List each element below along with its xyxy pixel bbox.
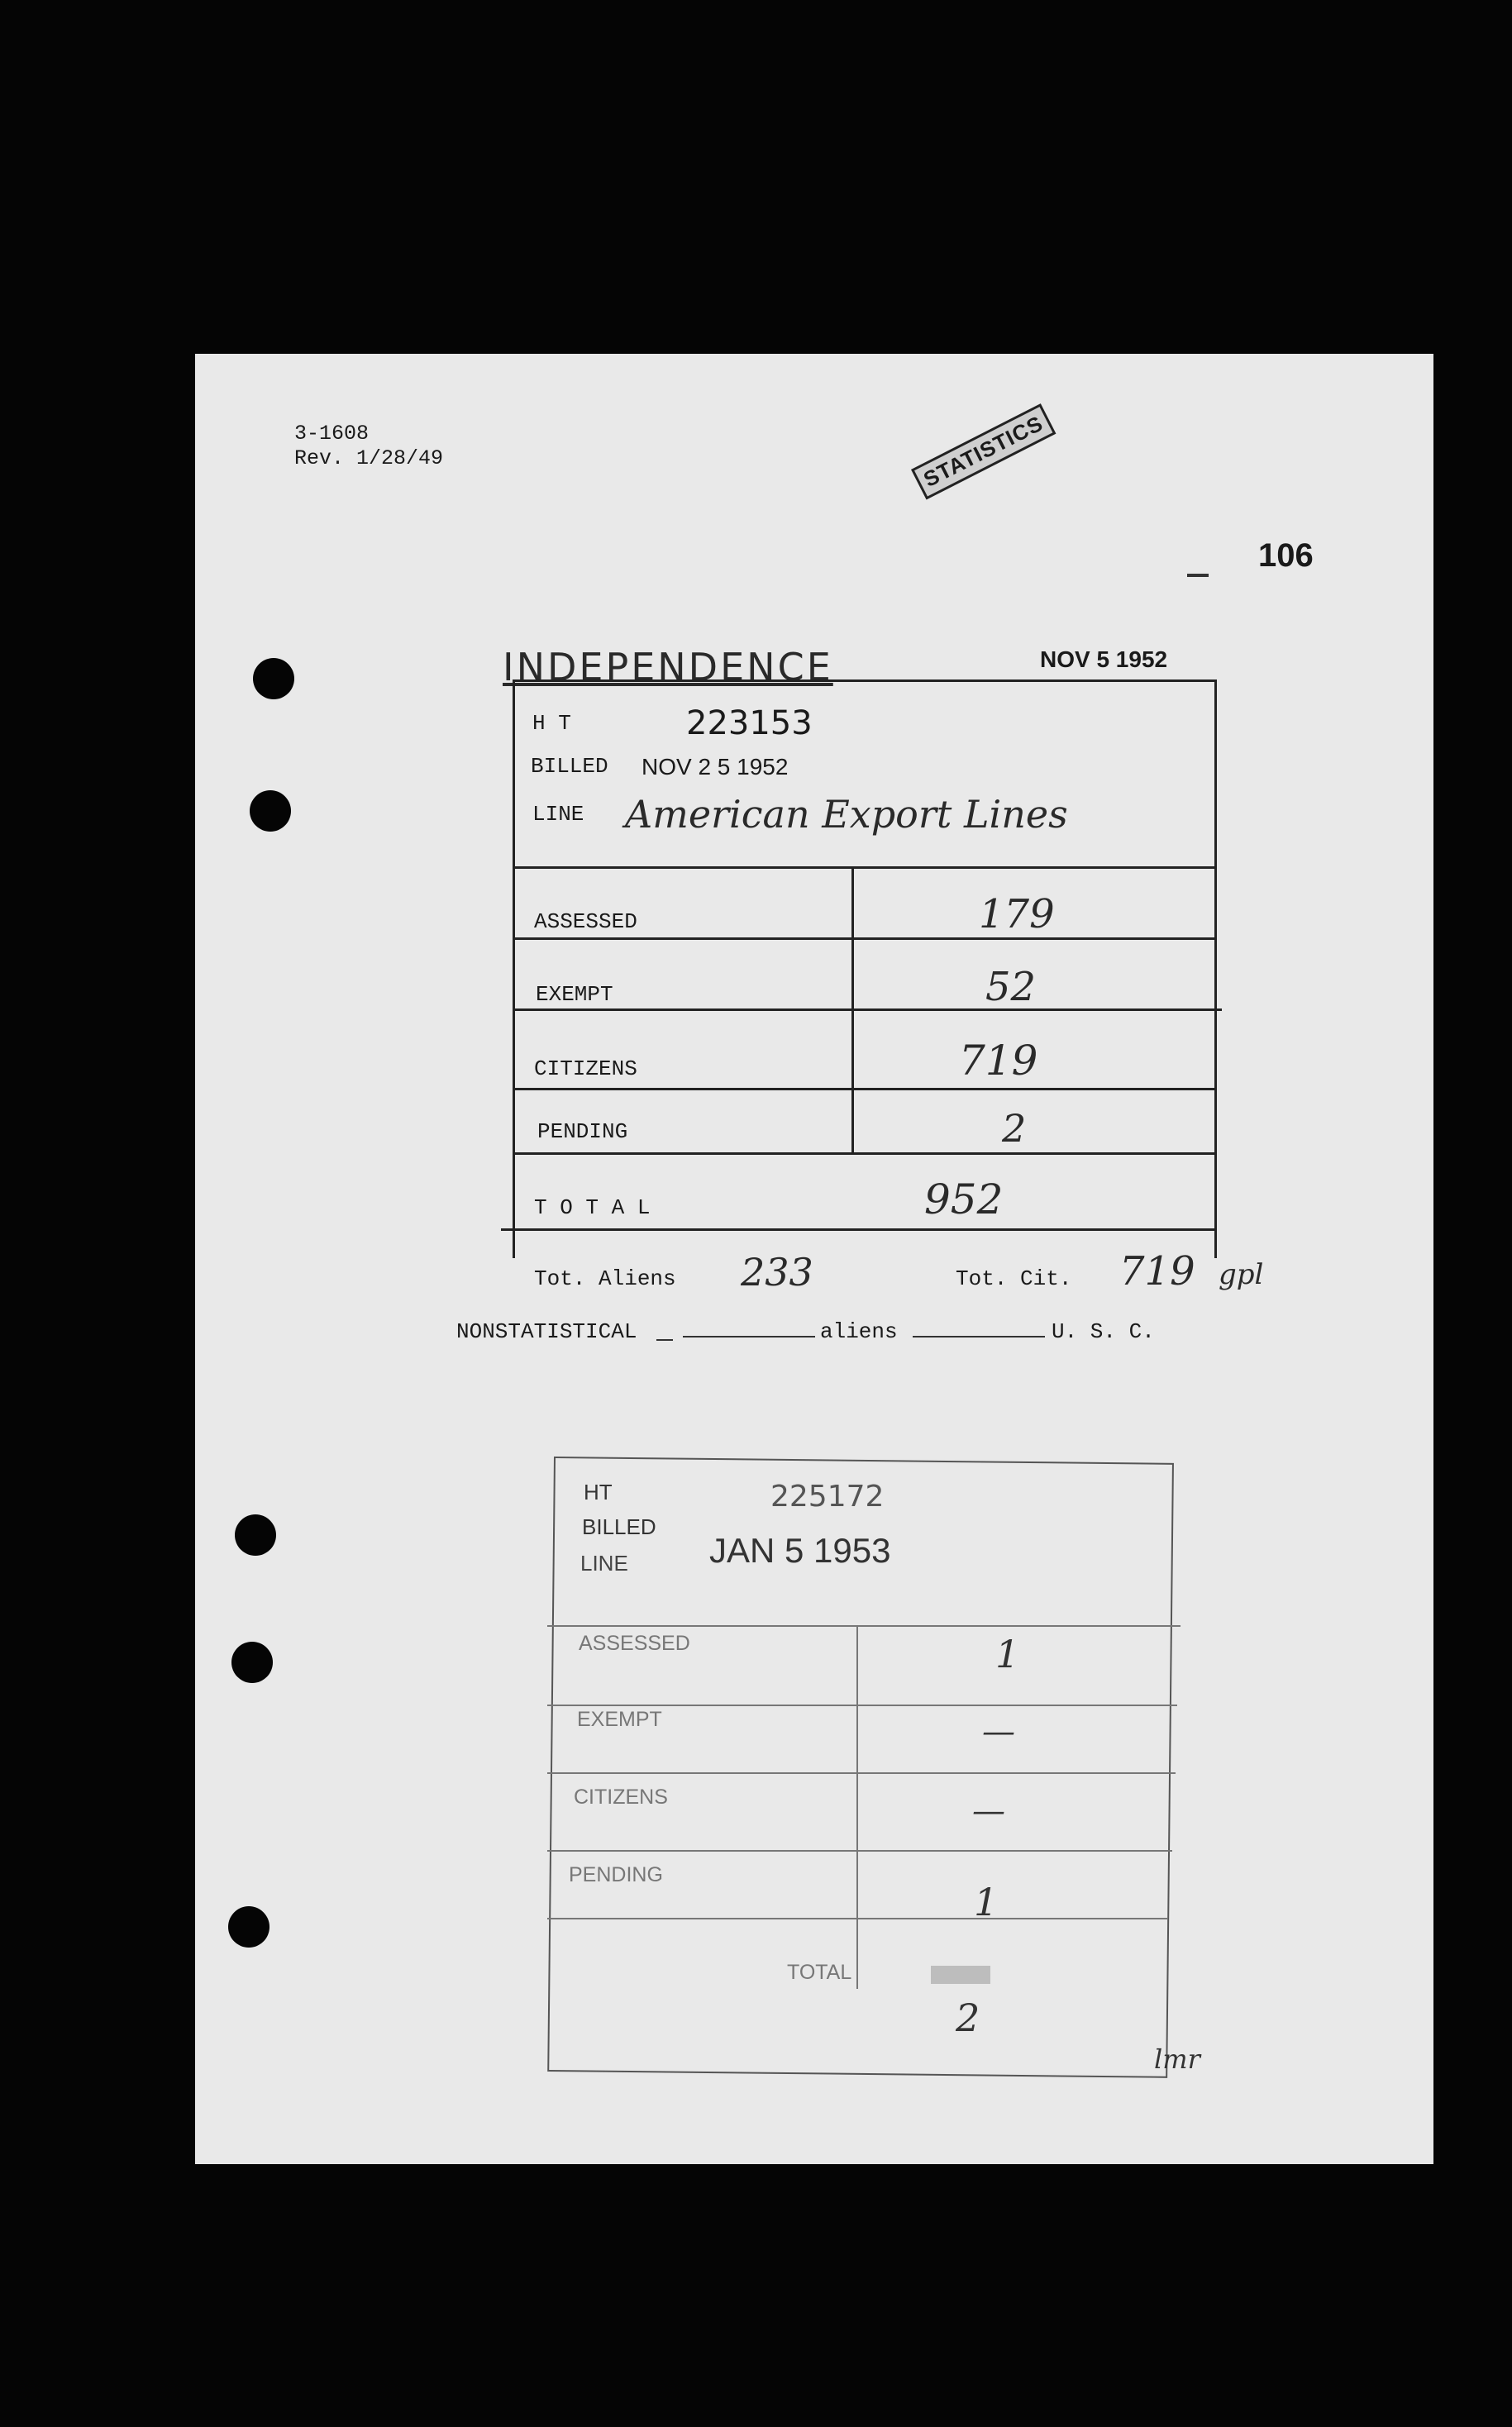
billed-label: BILLED (531, 754, 608, 779)
arrival-date: NOV 5 1952 (1040, 646, 1168, 672)
record1-box (513, 679, 1217, 1258)
citizens2-value: — (972, 1792, 1005, 1830)
billed2-date: JAN 5 1953 (709, 1531, 891, 1570)
nonstat-label: NONSTATISTICAL (456, 1319, 637, 1344)
punch-hole (228, 1906, 269, 1948)
tot-cit-value: 719 (1119, 1248, 1195, 1295)
divider (501, 1228, 1217, 1231)
assessed2-value: 1 (995, 1632, 1020, 1676)
total-value: 952 (924, 1175, 1004, 1223)
punch-hole (253, 658, 294, 699)
citizens-label: CITIZENS (534, 1056, 637, 1081)
usc-label: U. S. C. (1052, 1319, 1155, 1344)
assessed-label: ASSESSED (534, 909, 637, 934)
statistics-stamp: STATISTICS (911, 403, 1056, 499)
divider (547, 1850, 1172, 1852)
divider (513, 1152, 1217, 1155)
blank-line (913, 1336, 1045, 1337)
total2-label: TOTAL (787, 1961, 852, 1984)
punch-hole (250, 790, 291, 832)
divider (513, 1008, 1222, 1011)
exempt2-label: EXEMPT (577, 1708, 662, 1731)
pending2-label: PENDING (569, 1863, 663, 1886)
tot-aliens-value: 233 (741, 1250, 813, 1295)
divider (547, 1705, 1177, 1706)
blank-line (656, 1339, 673, 1341)
tot-cit-label: Tot. Cit. (956, 1266, 1072, 1291)
exempt-value: 52 (985, 964, 1037, 1010)
divider (547, 1772, 1176, 1774)
tot-aliens-label: Tot. Aliens (534, 1266, 676, 1291)
pending-label: PENDING (537, 1119, 628, 1144)
exempt2-value: — (982, 1713, 1015, 1751)
punch-hole (235, 1514, 276, 1556)
punch-hole (231, 1642, 273, 1683)
divider (513, 1088, 1217, 1090)
pending2-value: 1 (974, 1880, 999, 1924)
ht-label: H T (532, 711, 571, 736)
vessel-name: INDEPENDENCE (503, 645, 833, 689)
ht2-number: 225172 (770, 1480, 885, 1514)
billed2-label: BILLED (582, 1514, 656, 1539)
assessed-value: 179 (979, 891, 1055, 937)
page-number-dash (1187, 574, 1209, 577)
initials2: lmr (1154, 2043, 1200, 2075)
assessed2-label: ASSESSED (579, 1632, 690, 1655)
divider (513, 866, 1217, 869)
form-number: 3-1608 (294, 422, 370, 446)
document-page (195, 354, 1433, 2164)
page-number: 106 (1258, 537, 1314, 574)
blank-line (683, 1336, 815, 1337)
line-name: American Export Lines (625, 792, 1068, 837)
aliens-label: aliens (820, 1319, 898, 1344)
citizens2-label: CITIZENS (574, 1786, 668, 1809)
initials: gpl (1219, 1258, 1264, 1291)
total2-value: 2 (956, 1995, 980, 2040)
divider (547, 1625, 1181, 1627)
divider (547, 1918, 1167, 1919)
pending-value: 2 (1002, 1106, 1027, 1151)
billed-date: NOV 2 5 1952 (642, 754, 789, 780)
line2-label: LINE (580, 1551, 628, 1576)
ht-number: 223153 (686, 704, 813, 742)
form-revision: Rev. 1/28/49 (294, 446, 444, 470)
column-divider (856, 1625, 858, 1989)
ht2-label: HT (584, 1480, 613, 1504)
citizens-value: 719 (959, 1037, 1038, 1085)
smudge (931, 1966, 990, 1984)
exempt-label: EXEMPT (536, 982, 613, 1007)
line-label: LINE (532, 802, 584, 827)
divider (513, 937, 1217, 940)
total-label: T O T A L (534, 1195, 651, 1220)
